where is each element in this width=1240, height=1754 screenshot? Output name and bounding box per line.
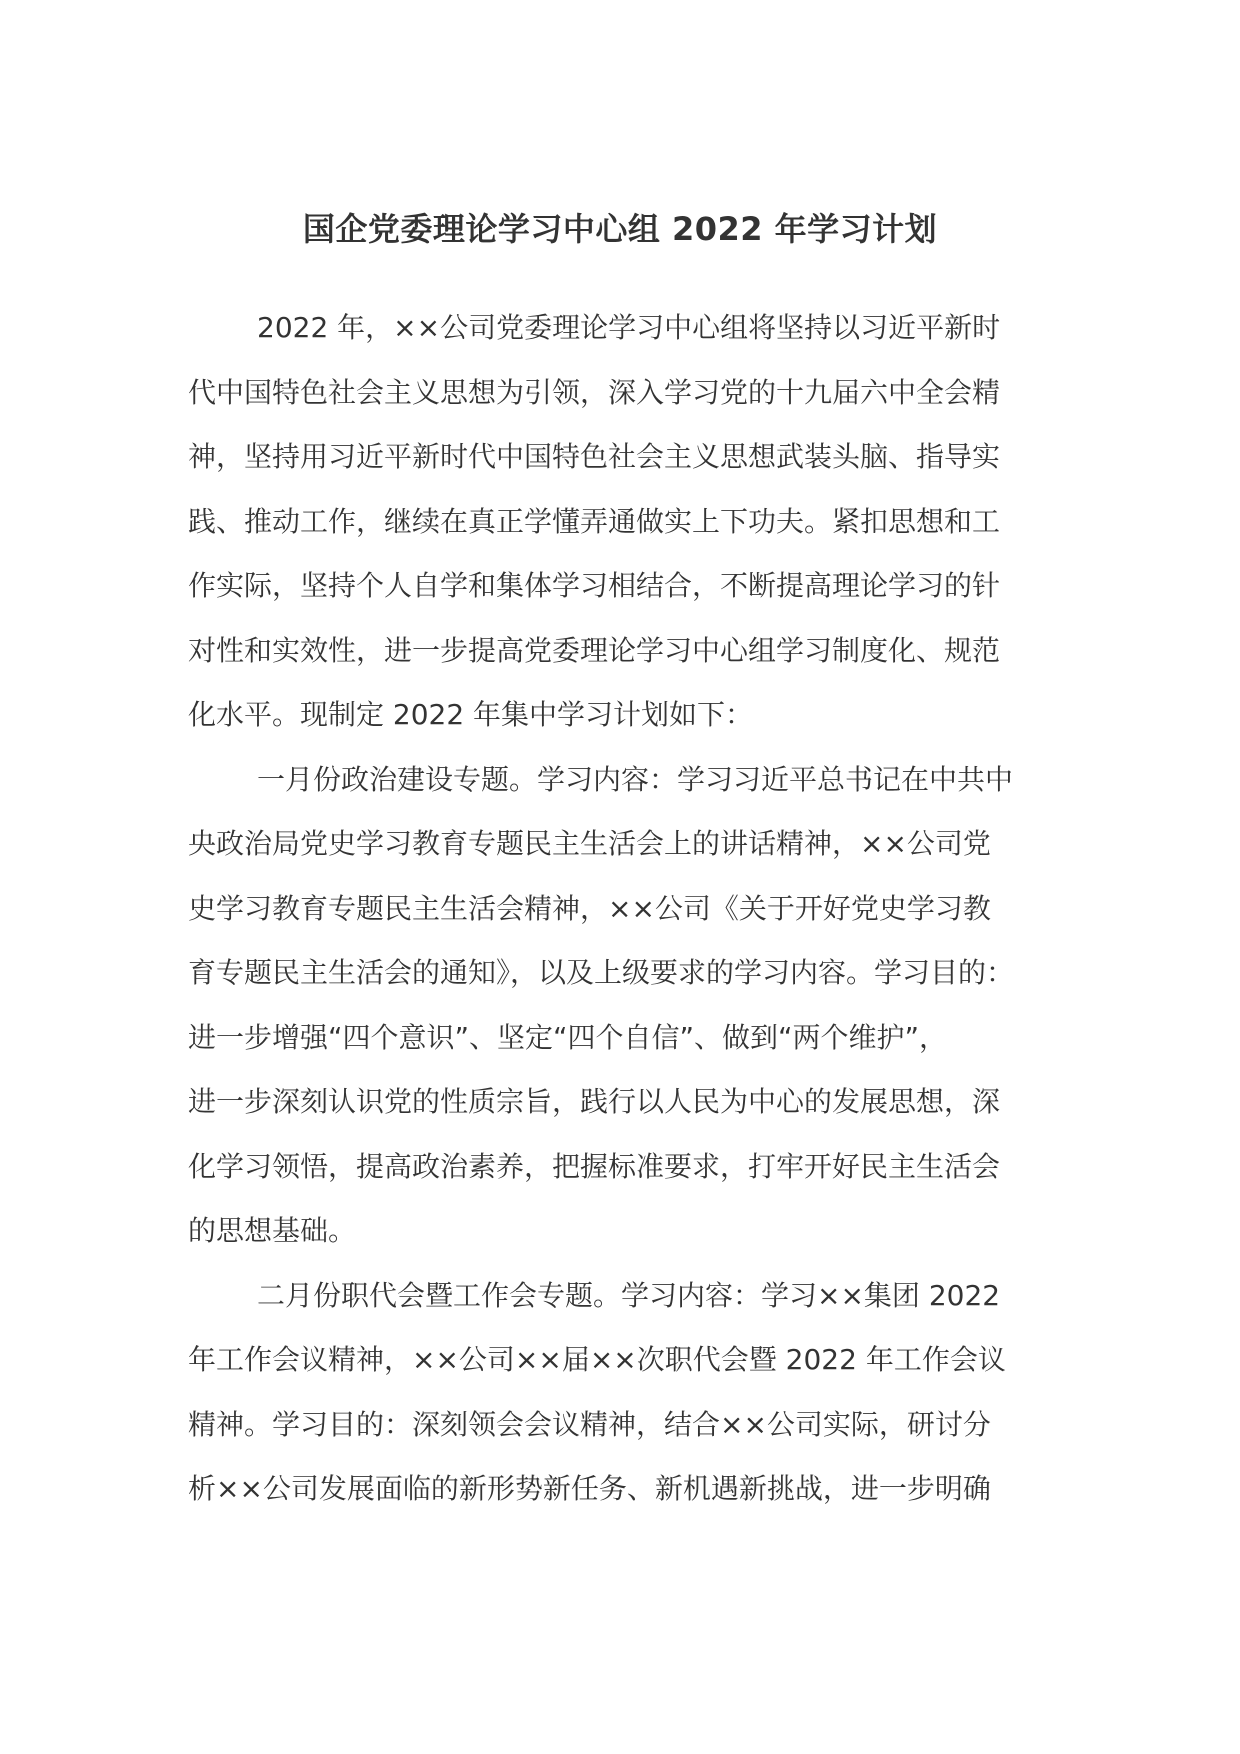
paragraph-line: 进一步增强“四个意识”、坚定“四个自信”、做到“两个维护”， bbox=[188, 1021, 948, 1054]
paragraph-line: 精神。学习目的：深刻领会会议精神，结合××公司实际，研讨分 bbox=[188, 1408, 991, 1441]
paragraph-line: 二月份职代会暨工作会专题。学习内容：学习××集团 2022 bbox=[257, 1279, 1001, 1312]
paragraph-line: 对性和实效性，进一步提高党委理论学习中心组学习制度化、规范 bbox=[188, 634, 1001, 667]
paragraph-line: 育专题民主生活会的通知》，以及上级要求的学习内容。学习目的： bbox=[188, 956, 1015, 989]
paragraph-line: 析××公司发展面临的新形势新任务、新机遇新挑战，进一步明确 bbox=[188, 1472, 991, 1505]
document-title: 国企党委理论学习中心组 2022 年学习计划 bbox=[302, 210, 938, 248]
paragraph-line: 践、推动工作，继续在真正学懂弄通做实上下功夫。紧扣思想和工 bbox=[188, 505, 1001, 538]
paragraph-line: 化水平。现制定 2022 年集中学习计划如下： bbox=[188, 698, 754, 731]
paragraph-line: 代中国特色社会主义思想为引领，深入学习党的十九届六中全会精 bbox=[188, 376, 1001, 409]
paragraph-line: 神，坚持用习近平新时代中国特色社会主义思想武装头脑、指导实 bbox=[188, 440, 1001, 473]
paragraph-line: 作实际，坚持个人自学和集体学习相结合，不断提高理论学习的针 bbox=[188, 569, 1001, 602]
paragraph-line: 央政治局党史学习教育专题民主生活会上的讲话精神，××公司党 bbox=[188, 827, 991, 860]
paragraph-line: 年工作会议精神，××公司××届××次职代会暨 2022 年工作会议 bbox=[188, 1343, 1006, 1376]
paragraph-line: 的思想基础。 bbox=[188, 1214, 357, 1247]
paragraph-line: 一月份政治建设专题。学习内容：学习习近平总书记在中共中 bbox=[257, 763, 1014, 796]
paragraph-line: 化学习领悟，提高政治素养，把握标准要求，打牢开好民主生活会 bbox=[188, 1150, 1001, 1183]
paragraph-line: 2022 年，××公司党委理论学习中心组将坚持以习近平新时 bbox=[257, 311, 1001, 344]
paragraph-line: 史学习教育专题民主生活会精神，××公司《关于开好党史学习教 bbox=[188, 892, 991, 925]
paragraph-line: 进一步深刻认识党的性质宗旨，践行以人民为中心的发展思想，深 bbox=[188, 1085, 1001, 1118]
